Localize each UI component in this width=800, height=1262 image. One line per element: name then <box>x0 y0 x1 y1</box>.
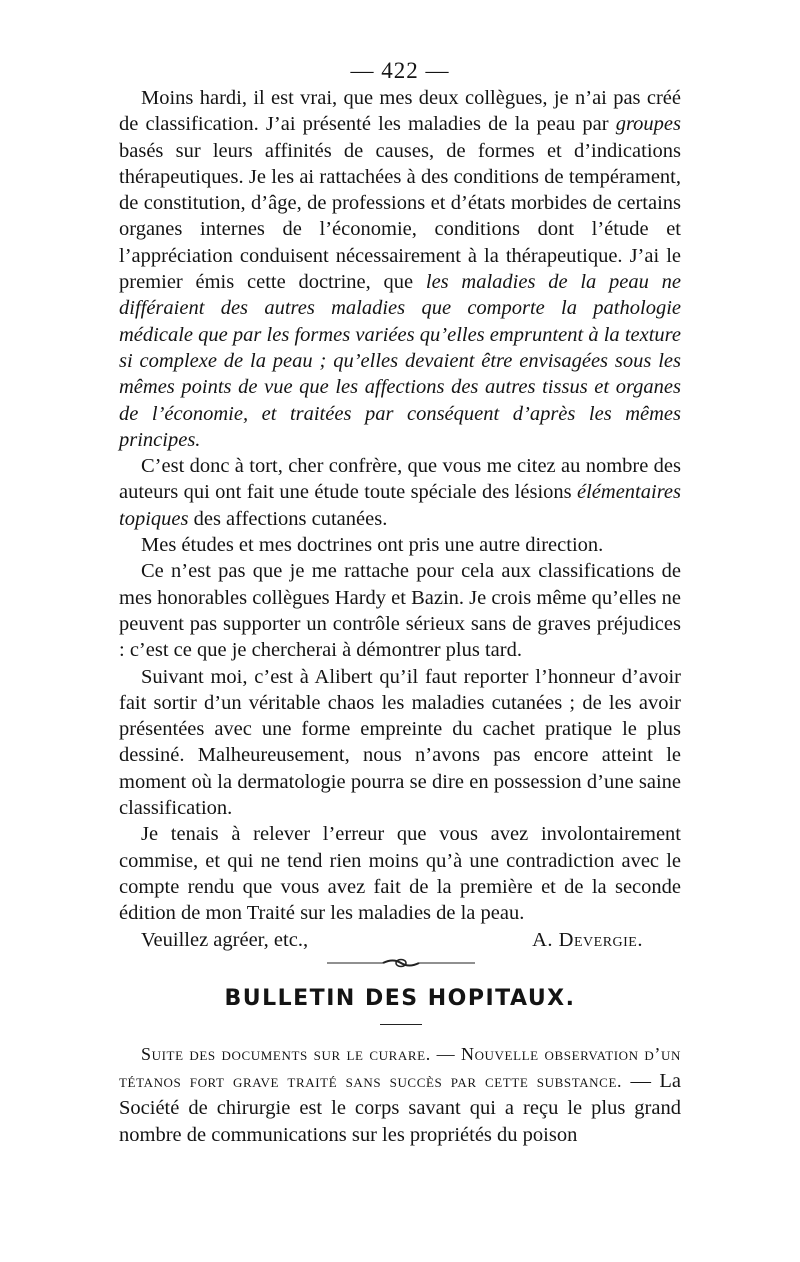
italic-run: les maladies de la peau ne différaient des autres maladies que comporte la pathologie médicale que par les formes variées qu’elles empruntent à la texture si complexe de la peau ; qu’elles devaient être envisagées sous les mêmes points de vue que les affections des autres tissus et organes de l’économie, et traitées par conséquent d’après les mêmes principes. <box>119 271 681 451</box>
article-title: Suite des documents sur le curare. — Nouvelle observation d’un tétanos fort grave traité sans succès par cette substance. <box>119 1044 681 1091</box>
text-run: C’est donc à tort, cher confrère, que vous me citez au nombre des auteurs qui ont fait une étude toute spéciale des lésions <box>119 455 681 504</box>
letter-signoff <box>119 927 681 953</box>
article <box>119 1041 681 1149</box>
heading-rule <box>380 1024 422 1025</box>
text-run: Ce n’est pas que je me rattache pour cela aux classifications de mes honorables collègues Hardy et Bazin. Je crois même qu’elles ne peuvent pas supporter un contrôle sérieux sans de graves préjudices : c’est ce que je chercherai à démontrer plus tard. <box>119 560 681 662</box>
text-run: Je tenais à relever l’erreur que vous avez involontairement commise, et qui ne tend rien moins qu’à une contradiction avec le compte rendu que vous avez fait de la première et de la seconde édition de mon Traité sur les maladies de la peau. <box>119 823 681 925</box>
letter-body <box>119 85 681 953</box>
text-run: Suivant moi, c’est à Alibert qu’il faut reporter l’honneur d’avoir fait sortir d’un véritable chaos les maladies cutanées ; de les avoir présentées avec une forme empreinte du cachet pratique le plus dessiné. Malheureusement, nous n’avons pas encore atteint le moment où la dermatologie pourra se dire en possession d’une saine classification. <box>119 665 681 820</box>
italic-run: groupes <box>615 113 681 136</box>
letter-paragraph <box>119 532 681 558</box>
text-run: des affections cutanées. <box>188 507 388 530</box>
text-run: Mes études et mes doctrines ont pris une autre direction. <box>141 534 604 557</box>
letter-paragraph <box>119 85 681 453</box>
letter-paragraphs <box>119 85 681 927</box>
article-paragraph <box>119 1041 681 1149</box>
letter-paragraph <box>119 453 681 532</box>
letter-closing: Veuillez agréer, etc., <box>141 928 309 951</box>
ornament-divider <box>327 956 475 970</box>
letter-paragraph <box>119 821 681 926</box>
italic-run: élémentaires topiques <box>119 481 681 530</box>
text-run: basés sur leurs affinités de causes, de formes et d’indications thérapeutiques. Je les ai rattachées à des conditions de tempérament, de constitution, d’âge, de professions et d’états morbides de certains organes internes de l’économie, conditions dont l’étude et l’appréciation conduisent nécessairement à la thérapeutique. J’ai le premier émis cette doctrine, que <box>119 139 681 294</box>
section-heading: BULLETIN DES HOPITAUX. <box>224 986 576 1011</box>
letter-paragraph <box>119 664 681 822</box>
letter-paragraph <box>119 558 681 663</box>
letter-signature: A. Devergie. <box>532 928 643 951</box>
article-body: — La Société de chirurgie est le corps savant qui a reçu le plus grand nombre de communications sur les propriétés du poison <box>119 1070 681 1146</box>
page-number: — 422 — <box>350 58 450 83</box>
text-run: Moins hardi, il est vrai, que mes deux collègues, je n’ai pas créé de classification. J’ai présenté les maladies de la peau par <box>119 87 681 136</box>
